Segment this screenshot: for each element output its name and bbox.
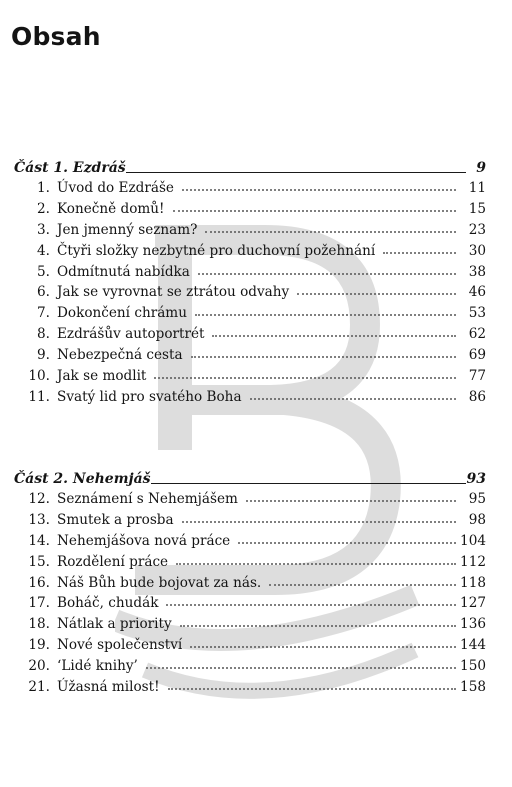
- dot-leader: [190, 646, 456, 648]
- chapter-page-number: 104: [460, 532, 486, 549]
- chapter-title: Nebezpečná cesta: [57, 347, 183, 364]
- page-title: Obsah: [11, 22, 101, 51]
- chapter-title: Jak se modlit: [57, 368, 147, 385]
- dot-leader: [154, 377, 456, 379]
- chapter-number: 2.: [37, 200, 50, 217]
- chapter-number: 16.: [28, 574, 50, 591]
- part-label: Část 1. Ezdráš: [14, 160, 126, 176]
- dot-leader: [146, 667, 456, 669]
- dot-leader: [168, 688, 456, 690]
- dot-leader: [182, 189, 456, 191]
- chapter-page-number: 62: [468, 326, 486, 343]
- toc-entry[interactable]: [0, 531, 512, 552]
- chapter-number: 11.: [28, 388, 50, 405]
- part-page-number: 9: [476, 160, 486, 176]
- chapter-number: 10.: [28, 368, 50, 385]
- dot-leader: [212, 335, 456, 337]
- toc-entry[interactable]: [0, 241, 512, 262]
- toc-entry[interactable]: [0, 345, 512, 366]
- chapter-title: Úžasná milost!: [57, 679, 160, 696]
- chapter-title: Jen jmenný seznam?: [57, 221, 198, 238]
- dot-leader: [176, 563, 456, 565]
- dot-leader: [173, 210, 456, 212]
- chapter-title: Svatý lid pro svatého Boha: [57, 388, 242, 405]
- chapter-number: 14.: [28, 532, 50, 549]
- chapter-page-number: 95: [468, 491, 486, 507]
- toc-entry[interactable]: [0, 677, 512, 698]
- toc-entry[interactable]: [0, 220, 512, 241]
- chapter-title: Konečně domů!: [57, 200, 165, 217]
- toc-entry[interactable]: [0, 387, 512, 408]
- toc-entry[interactable]: [0, 324, 512, 345]
- toc-entry[interactable]: [0, 552, 512, 573]
- chapter-title: Jak se vyrovnat se ztrátou odvahy: [57, 284, 290, 301]
- chapter-title: Seznámení s Nehemjášem: [57, 491, 238, 507]
- toc-entry[interactable]: [0, 303, 512, 324]
- chapter-number: 12.: [28, 491, 50, 507]
- toc-entry[interactable]: [0, 635, 512, 656]
- dot-leader: [191, 356, 456, 358]
- chapter-title: Úvod do Ezdráše: [57, 180, 174, 196]
- chapter-number: 19.: [28, 637, 50, 654]
- part-rule: [126, 172, 466, 173]
- toc-entry[interactable]: [0, 614, 512, 635]
- dot-leader: [250, 398, 456, 400]
- toc-entry[interactable]: [0, 573, 512, 594]
- chapter-number: 7.: [37, 305, 50, 322]
- chapter-page-number: 144: [460, 637, 486, 654]
- toc-entry[interactable]: [0, 510, 512, 531]
- chapter-page-number: 98: [468, 511, 486, 528]
- chapter-number: 15.: [28, 553, 50, 570]
- chapter-page-number: 118: [460, 574, 486, 591]
- toc-entry[interactable]: [0, 593, 512, 614]
- part-rule: [151, 483, 466, 484]
- dot-leader: [238, 542, 456, 544]
- chapter-page-number: 38: [468, 263, 486, 280]
- chapter-list-part-2: [0, 489, 512, 698]
- chapter-page-number: 69: [468, 347, 486, 364]
- chapter-title: Náš Bůh bude bojovat za nás.: [57, 574, 262, 591]
- part-header-1: [14, 158, 486, 176]
- chapter-title: Boháč, chudák: [57, 595, 159, 612]
- chapter-number: 5.: [37, 263, 50, 280]
- toc-entry[interactable]: [0, 178, 512, 199]
- chapter-title: ‘Lidé knihy’: [57, 658, 138, 675]
- chapter-number: 20.: [28, 658, 50, 675]
- toc-entry[interactable]: [0, 199, 512, 220]
- chapter-page-number: 53: [468, 305, 486, 322]
- toc-entry[interactable]: [0, 656, 512, 677]
- chapter-title: Smutek a prosba: [57, 511, 174, 528]
- chapter-list-part-1: [0, 178, 512, 408]
- chapter-number: 18.: [28, 616, 50, 633]
- part-page-number: 93: [466, 471, 486, 487]
- chapter-title: Nehemjášova nová práce: [57, 532, 231, 549]
- chapter-title: Odmítnutá nabídka: [57, 263, 190, 280]
- dot-leader: [205, 231, 456, 233]
- chapter-number: 6.: [37, 284, 50, 301]
- chapter-number: 17.: [28, 595, 50, 612]
- chapter-number: 9.: [37, 347, 50, 364]
- chapter-page-number: 150: [460, 658, 486, 675]
- dot-leader: [297, 293, 456, 295]
- dot-leader: [383, 252, 456, 254]
- chapter-page-number: 86: [468, 388, 486, 405]
- chapter-page-number: 15: [468, 200, 486, 217]
- toc-entry[interactable]: [0, 489, 512, 510]
- dot-leader: [246, 500, 456, 502]
- chapter-title: Čtyři složky nezbytné pro duchovní požehnání: [57, 242, 376, 259]
- toc-entry[interactable]: [0, 282, 512, 303]
- part-label: Část 2. Nehemjáš: [14, 471, 151, 487]
- chapter-page-number: 46: [468, 284, 486, 301]
- chapter-number: 4.: [37, 242, 50, 259]
- toc-entry[interactable]: [0, 366, 512, 387]
- dot-leader: [182, 521, 456, 523]
- part-header-2: [14, 469, 486, 487]
- chapter-title: Nátlak a priority: [57, 616, 172, 633]
- dot-leader: [166, 604, 456, 606]
- chapter-title: Dokončení chrámu: [57, 305, 187, 322]
- chapter-title: Rozdělení práce: [57, 553, 169, 570]
- chapter-page-number: 30: [468, 242, 486, 259]
- chapter-title: Nové společenství: [57, 637, 183, 654]
- chapter-title: Ezdrášův autoportrét: [57, 326, 205, 343]
- chapter-page-number: 77: [468, 368, 486, 385]
- chapter-page-number: 158: [460, 679, 486, 696]
- dot-leader: [195, 314, 456, 316]
- chapter-page-number: 136: [460, 616, 486, 633]
- chapter-number: 3.: [37, 221, 50, 238]
- dot-leader: [198, 273, 456, 275]
- chapter-number: 1.: [37, 180, 50, 196]
- chapter-page-number: 11: [468, 180, 486, 196]
- chapter-number: 21.: [28, 679, 50, 696]
- dot-leader: [269, 584, 456, 586]
- chapter-number: 13.: [28, 511, 50, 528]
- chapter-page-number: 112: [460, 553, 486, 570]
- dot-leader: [180, 625, 456, 627]
- toc-entry[interactable]: [0, 262, 512, 283]
- chapter-page-number: 127: [460, 595, 486, 612]
- chapter-number: 8.: [37, 326, 50, 343]
- chapter-page-number: 23: [468, 221, 486, 238]
